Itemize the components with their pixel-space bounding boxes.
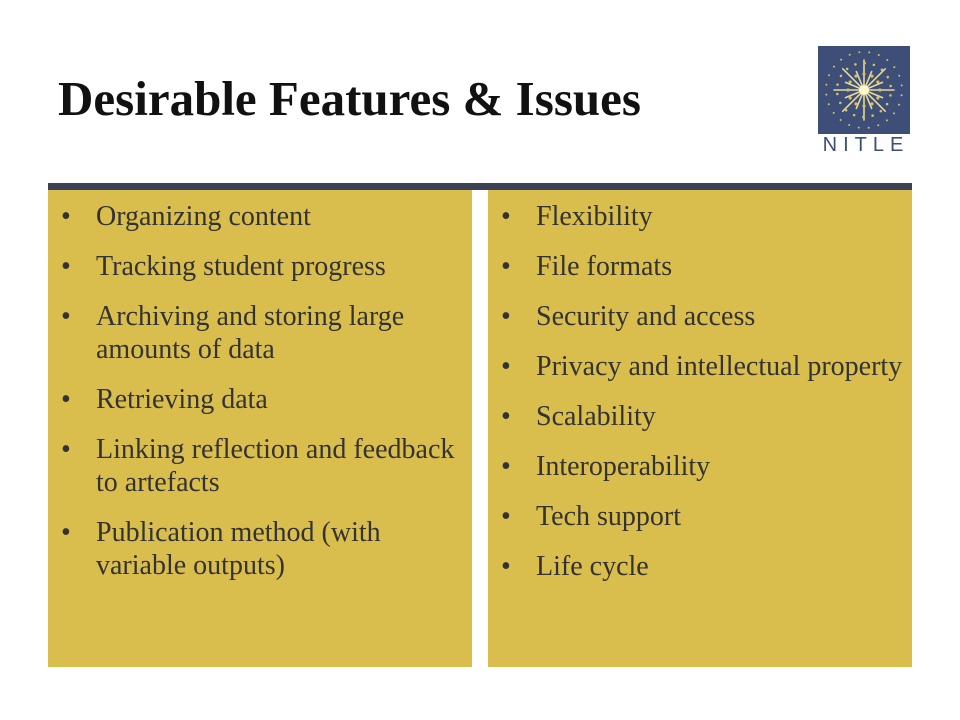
list-item: • Archiving and storing large amounts of data xyxy=(61,301,405,365)
bullet-icon: • xyxy=(61,251,71,282)
list-item: • Security and access xyxy=(501,301,756,332)
left-bullet-list xyxy=(48,190,472,582)
list-item: • Interoperability xyxy=(501,451,711,482)
bullet-icon: • xyxy=(61,434,71,465)
slide-title: Desirable Features & Issues xyxy=(58,71,641,126)
right-bullet-list xyxy=(488,190,912,583)
bullet-icon: • xyxy=(61,384,71,415)
bullet-icon: • xyxy=(501,401,511,432)
list-item: • Retrieving data xyxy=(61,384,268,415)
bullet-icon: • xyxy=(61,201,71,232)
bullet-icon: • xyxy=(61,517,71,548)
starburst-icon xyxy=(818,46,910,134)
nitle-logo xyxy=(818,46,910,158)
bullet-icon: • xyxy=(501,501,511,532)
logo-text: NITLE xyxy=(822,134,910,156)
list-item: • Organizing content xyxy=(61,201,311,232)
list-item: • Scalability xyxy=(501,401,656,432)
bullet-icon: • xyxy=(501,201,511,232)
title-divider xyxy=(48,183,912,190)
list-item: • Privacy and intellectual property xyxy=(501,351,903,382)
bullet-icon: • xyxy=(501,351,511,382)
bullet-icon: • xyxy=(61,301,71,332)
list-item: • Tech support xyxy=(501,501,682,532)
list-item: • Publication method (with variable outputs) xyxy=(61,517,381,581)
list-item: • Life cycle xyxy=(501,551,649,582)
list-item: • Linking reflection and feedback to artefacts xyxy=(61,434,455,498)
left-panel xyxy=(48,190,472,667)
list-item: • Tracking student progress xyxy=(61,251,386,282)
list-item: • File formats xyxy=(501,251,673,282)
list-item: • Flexibility xyxy=(501,201,653,232)
bullet-icon: • xyxy=(501,451,511,482)
bullet-icon: • xyxy=(501,251,511,282)
bullet-icon: • xyxy=(501,551,511,582)
bullet-icon: • xyxy=(501,301,511,332)
right-panel xyxy=(488,190,912,667)
